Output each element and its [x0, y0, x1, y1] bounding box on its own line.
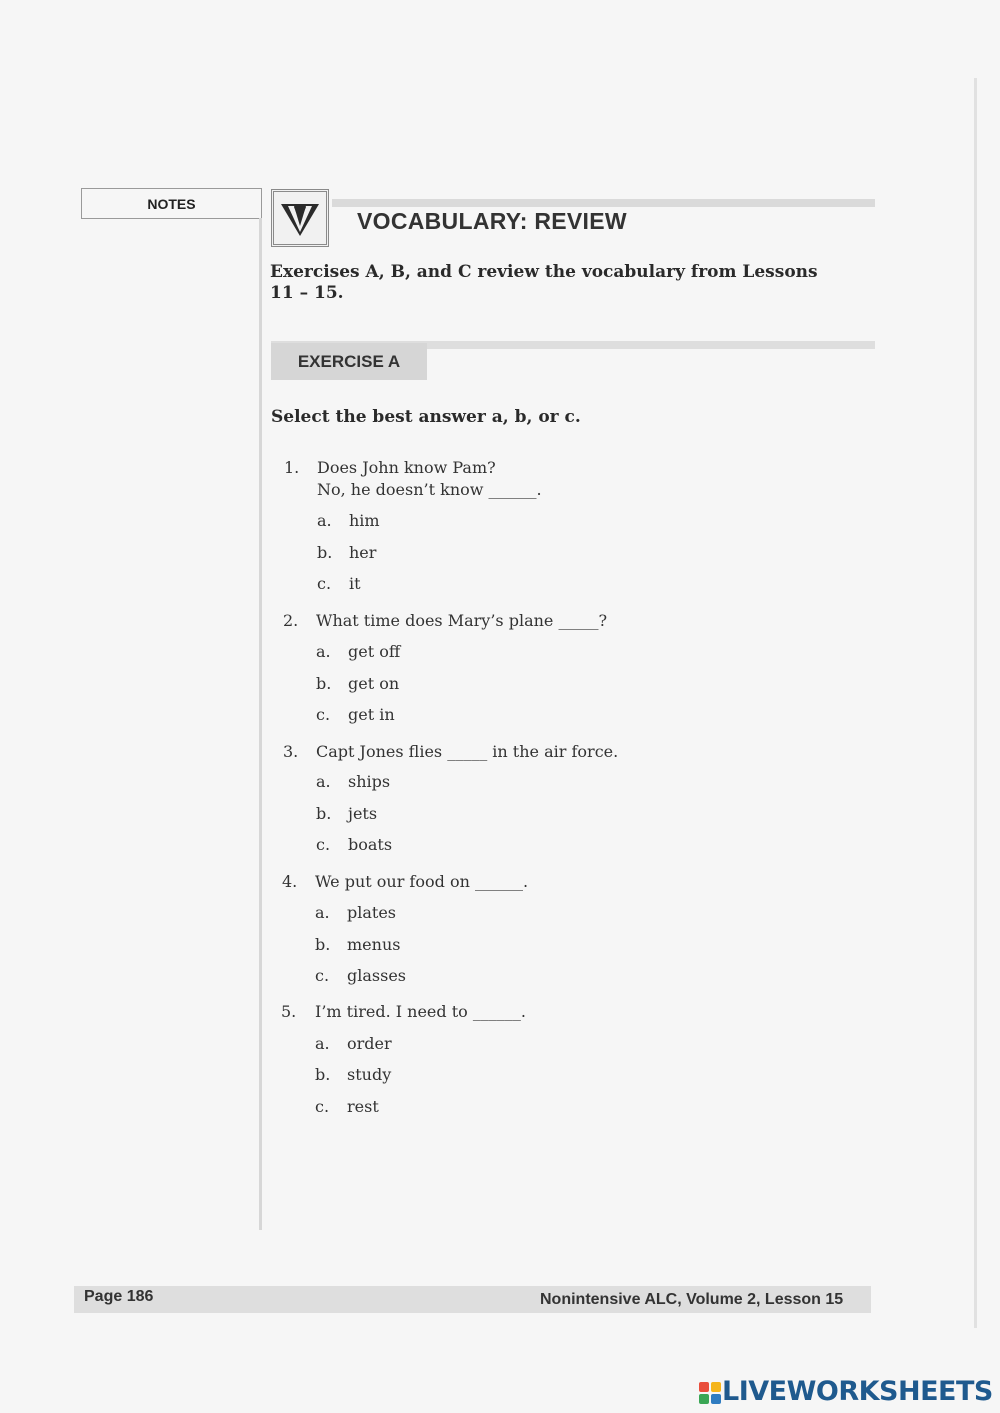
option-letter: b.: [317, 543, 333, 562]
option-text[interactable]: rest: [347, 1097, 379, 1116]
option-text[interactable]: boats: [348, 835, 393, 854]
question-number: 2.: [283, 611, 299, 630]
question-text: Capt Jones flies _____ in the air force.: [316, 742, 619, 761]
option-letter: a.: [317, 511, 332, 530]
question-number: 5.: [281, 1002, 297, 1021]
notes-column-divider: [259, 218, 262, 1230]
option-letter: c.: [317, 574, 332, 593]
option-text[interactable]: him: [349, 511, 380, 530]
option-text[interactable]: ships: [348, 772, 391, 791]
option-letter: c.: [316, 835, 331, 854]
option-letter: a.: [315, 903, 330, 922]
intro-text: Exercises A, B, and C review the vocabulary from Lessons 11 – 15.: [270, 262, 818, 303]
option-letter: c.: [315, 966, 330, 985]
question-text: We put our food on ______.: [315, 872, 529, 891]
liveworksheets-brand[interactable]: LIVEWORKSHEETS: [722, 1376, 993, 1407]
option-text[interactable]: her: [349, 543, 377, 562]
option-letter: c.: [315, 1097, 330, 1116]
course-reference: Nonintensive ALC, Volume 2, Lesson 15: [540, 1291, 844, 1308]
option-letter: b.: [316, 804, 332, 823]
page-number: Page 186: [84, 1288, 154, 1305]
option-text[interactable]: get on: [348, 674, 400, 693]
option-text[interactable]: get in: [348, 705, 395, 724]
notes-label: NOTES: [81, 188, 262, 219]
option-text[interactable]: get off: [348, 642, 401, 661]
section-title: VOCABULARY: REVIEW: [357, 208, 627, 234]
exercise-label: EXERCISE A: [271, 343, 427, 380]
option-text[interactable]: glasses: [347, 966, 406, 985]
option-letter: c.: [316, 705, 331, 724]
vocabulary-logo-icon: [271, 189, 329, 247]
option-letter: b.: [316, 674, 332, 693]
option-text[interactable]: jets: [348, 804, 378, 823]
title-band: [332, 199, 875, 207]
option-letter: b.: [315, 935, 331, 954]
question-number: 3.: [283, 742, 299, 761]
question-number: 1.: [284, 458, 300, 477]
exercise-instruction: Select the best answer a, b, or c.: [271, 407, 581, 427]
page-edge-shadow: [974, 78, 977, 1328]
question-number: 4.: [282, 872, 298, 891]
liveworksheets-logo-icon: [699, 1382, 721, 1404]
question-text: No, he doesn’t know ______.: [317, 480, 542, 499]
option-text[interactable]: plates: [347, 903, 397, 922]
option-text[interactable]: it: [349, 574, 361, 593]
option-text[interactable]: study: [347, 1065, 392, 1084]
question-text: I’m tired. I need to ______.: [315, 1002, 526, 1021]
question-text: What time does Mary’s plane _____?: [316, 611, 608, 630]
option-letter: a.: [316, 642, 331, 661]
question-text: Does John know Pam?: [317, 458, 496, 477]
option-letter: b.: [315, 1065, 331, 1084]
option-text[interactable]: order: [347, 1034, 392, 1053]
option-letter: a.: [316, 772, 331, 791]
option-text[interactable]: menus: [347, 935, 401, 954]
option-letter: a.: [315, 1034, 330, 1053]
